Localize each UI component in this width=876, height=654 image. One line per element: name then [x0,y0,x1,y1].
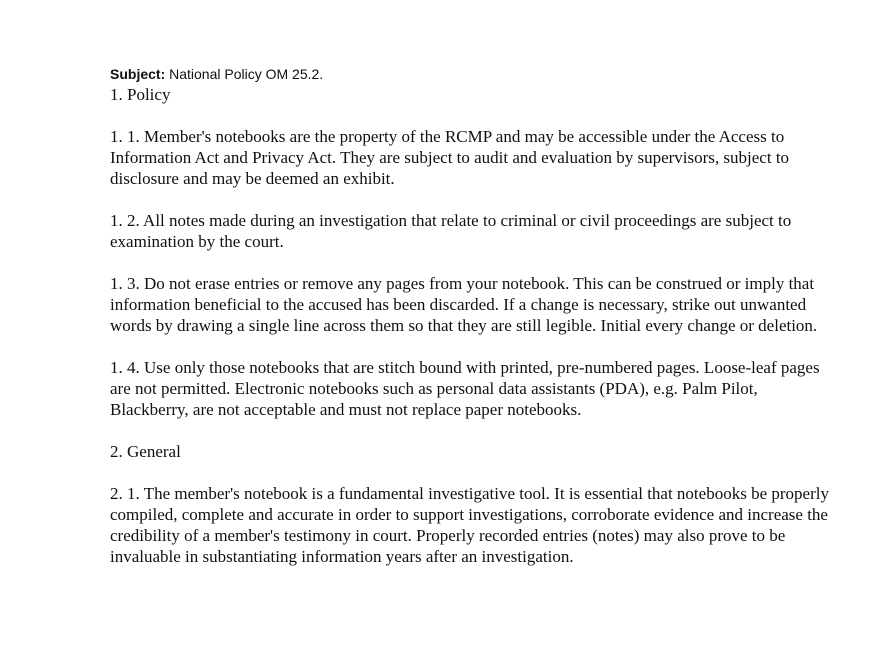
policy-paragraph-1-3: 1. 3. Do not erase entries or remove any pages from your notebook. This can be construed or imply that information beneficial to the accused has been discarded. If a change is necessary, strike out unwanted words by drawing a single line across them so that they are still legible. Initial every change or deletion. [110,274,818,335]
section-heading-policy: 1. Policy [110,85,171,104]
subject-value: National Policy OM 25.2. [165,66,324,82]
policy-paragraph-1-4: 1. 4. Use only those notebooks that are stitch bound with printed, pre-numbered pages. Loose-leaf pages are not permitted. Electronic notebooks such as personal data assistants (PDA), e.g. Palm Pilot, Blackberry, are not acceptable and must not replace paper notebooks. [110,358,820,419]
document-page [110,64,830,588]
section-heading-general: 2. General [110,442,181,461]
subject-line [110,64,830,84]
policy-paragraph-1-1: 1. 1. Member's notebooks are the property of the RCMP and may be accessible under the Access to Information Act and Privacy Act. They are subject to audit and evaluation by supervisors, subject to disclosure and may be deemed an exhibit. [110,127,790,188]
subject-label: Subject: [110,66,166,82]
general-paragraph-2-1: 2. 1. The member's notebook is a fundamental investigative tool. It is essential that notebooks be properly compiled, complete and accurate in order to support investigations, corroborate evidence and increase the credibility of a member's testimony in court. Properly recorded entries (notes) may also prove to be invaluable in substantiating information years after an investigation. [110,484,829,566]
policy-paragraph-1-2: 1. 2. All notes made during an investigation that relate to criminal or civil proceedings are subject to examination by the court. [110,211,792,251]
